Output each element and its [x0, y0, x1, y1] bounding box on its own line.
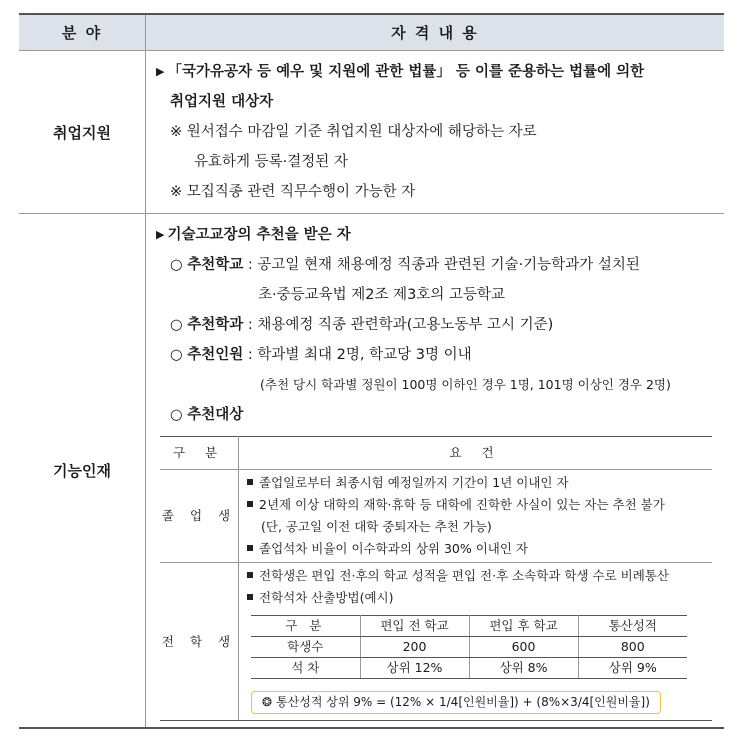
employment-content	[146, 51, 725, 214]
calc-header: 편입 전 학교	[360, 616, 469, 637]
employment-note1-line1: ※ 원서접수 마감일 기준 취업지원 대상자에 해당하는 자로	[170, 124, 537, 140]
graduate-item: 졸업석차 비율이 이수학과의 상위 30% 이내인 자	[259, 541, 528, 556]
graduate-item: 졸업일로부터 최종시험 예정일까지 기간이 1년 이내인 자	[259, 475, 569, 490]
employment-note1-line2: 유효하게 등록·결정된 자	[194, 154, 348, 170]
transfer-item: 전학생은 편입 전·후의 학교 성적을 편입 전·후 소속학과 학생 수로 비례통산	[259, 568, 669, 583]
calc-cell: 상위 12%	[360, 658, 469, 679]
triangle-bullet-icon: ▶	[156, 65, 165, 78]
school-text: : 공고일 현재 채용예정 직종과 관련된 기술·기능학과가 설치된	[247, 257, 640, 273]
circle-bullet-icon: ○	[170, 407, 183, 423]
skilled-heading: 기술고교장의 추천을 받은 자	[167, 227, 351, 243]
header-category: 분 야	[19, 14, 146, 51]
calc-cell: 200	[360, 637, 469, 658]
school-label: 추천학교	[187, 257, 244, 273]
transfer-row	[160, 563, 712, 721]
triangle-bullet-icon: ▶	[156, 228, 165, 241]
square-bullet-icon	[247, 501, 253, 507]
graduate-label: 졸 업 생	[160, 470, 239, 563]
dept-label: 추천학과	[187, 317, 244, 333]
employment-row	[19, 51, 724, 214]
graduate-row	[160, 470, 712, 563]
transfer-item: 전학석차 산출방법(예시)	[259, 590, 394, 605]
calc-cell: 석 차	[251, 658, 360, 679]
skilled-content	[146, 214, 725, 729]
dept-text: : 채용예정 직종 관련학과(고용노동부 고시 기준)	[247, 317, 554, 333]
calc-header: 통산성적	[578, 616, 687, 637]
asterisk-icon: ❂	[262, 695, 273, 709]
formula-text: 통산성적 상위 9% = (12% × 1/4[인원비율]) + (8%×3/4[인원비율])	[276, 695, 650, 709]
transfer-label: 전 학 생	[160, 563, 239, 721]
calc-cell: 600	[469, 637, 578, 658]
employment-category: 취업지원	[19, 51, 146, 214]
circle-bullet-icon: ○	[170, 257, 183, 273]
circle-bullet-icon: ○	[170, 317, 183, 333]
skilled-row	[19, 214, 724, 729]
school-text-line2: 초·중등교육법 제2조 제3호의 고등학교	[258, 287, 505, 303]
calc-cell: 상위 9%	[578, 658, 687, 679]
square-bullet-icon	[247, 572, 253, 578]
calc-header: 구 분	[251, 616, 360, 637]
calc-header: 편입 후 학교	[469, 616, 578, 637]
header-row	[19, 14, 724, 51]
calc-row	[251, 637, 687, 658]
employment-bullet-line1: 「국가유공자 등 예우 및 지원에 관한 법률」 등 이를 준용하는 법률에 의한	[167, 64, 645, 80]
rank-calc-table	[251, 615, 687, 679]
qualification-table	[19, 13, 724, 729]
calc-cell: 800	[578, 637, 687, 658]
graduate-item: 2년제 이상 대학의 재학·휴학 등 대학에 진학한 사실이 있는 자는 추천 불가	[259, 497, 665, 512]
employment-bullet-line2: 취업지원 대상자	[170, 94, 274, 110]
requirements-table	[160, 436, 712, 721]
target-label: 추천대상	[187, 407, 244, 423]
employment-note2: ※ 모집직종 관련 직무수행이 가능한 자	[170, 184, 416, 200]
formula-note	[251, 691, 661, 714]
req-header-category: 구 분	[160, 437, 239, 470]
calc-header-row	[251, 616, 687, 637]
square-bullet-icon	[247, 479, 253, 485]
calc-cell: 상위 8%	[469, 658, 578, 679]
circle-bullet-icon: ○	[170, 347, 183, 363]
calc-row	[251, 658, 687, 679]
quota-label: 추천인원	[187, 347, 244, 363]
graduate-item-note: (단, 공고일 이전 대학 중퇴자는 추천 가능)	[261, 519, 492, 534]
square-bullet-icon	[247, 594, 253, 600]
square-bullet-icon	[247, 545, 253, 551]
quota-note: (추천 당시 학과별 정원이 100명 이하인 경우 1명, 101명 이상인 경우 2명)	[260, 377, 671, 392]
skilled-category: 기능인재	[19, 214, 146, 729]
header-content: 자 격 내 용	[146, 14, 725, 51]
calc-cell: 학생수	[251, 637, 360, 658]
quota-text: : 학과별 최대 2명, 학교당 3명 이내	[247, 347, 472, 363]
req-header-requirements: 요 건	[239, 437, 713, 470]
